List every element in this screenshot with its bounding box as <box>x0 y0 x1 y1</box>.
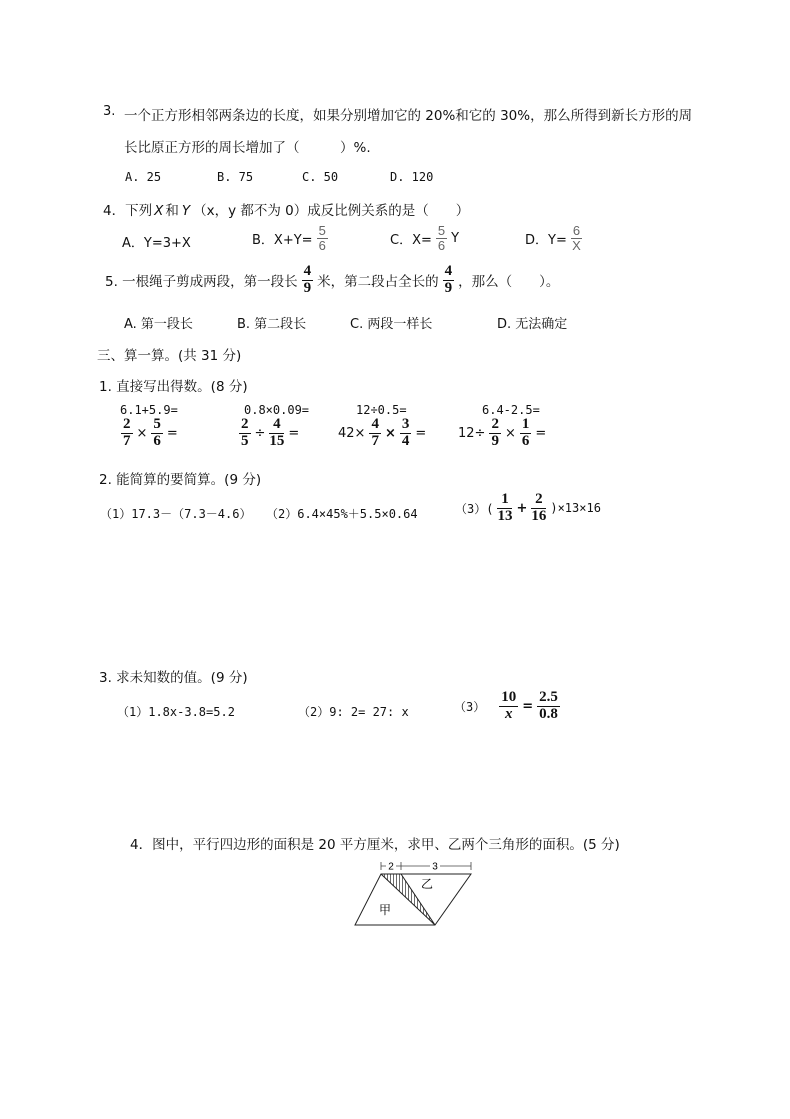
equals: = <box>535 425 547 441</box>
fraction: $\frac{1}{6}$ <box>521 416 530 449</box>
fraction: $\frac{2}{16}$ <box>531 491 547 524</box>
q5-option-a: A. 第一段长 <box>124 317 193 332</box>
label-yi: 乙 <box>421 877 434 891</box>
label-jia: 甲 <box>379 903 392 917</box>
parallelogram-figure <box>350 858 475 930</box>
q3-text-line2: 长比原正方形的周长增加了（ ）%. <box>124 140 371 156</box>
q3-option-d: D. 120 <box>390 170 434 184</box>
s3-problem-2: （2）9: 2= 27: x <box>298 705 409 719</box>
q5-option-c: C. 两段一样长 <box>350 317 433 332</box>
fraction: $\frac{2}{9}$ <box>491 416 499 449</box>
plus: + <box>516 500 528 516</box>
fraction: $\frac{10}{x}$ <box>501 689 517 722</box>
q4-option-c-text: C．X= <box>390 232 432 248</box>
fraction: $\frac{4}{7}$ <box>371 416 379 449</box>
q5-text-part3: ，那么（ ）。 <box>458 274 560 291</box>
q5-stem <box>103 264 561 297</box>
s3-problem-1: （1）1.8x-3.8=5.2 <box>117 705 235 719</box>
s3-problem-3 <box>452 690 562 723</box>
fraction: $\frac{2.5}{0.8}$ <box>539 689 558 722</box>
q4-stem <box>103 199 469 219</box>
fraction: $\frac{2}{5}$ <box>241 416 249 449</box>
q4-option-d-text: D．Y= <box>525 232 567 248</box>
q5-option-d: D. 无法确定 <box>497 317 568 332</box>
s1-row1-item4: 6.4-2.5= <box>482 403 540 417</box>
s2-problem-1: （1）17.3－（7.3－4.6） <box>100 507 252 521</box>
q4-and: 和 <box>165 203 179 219</box>
s1-fraction-expr-4 <box>456 417 548 450</box>
q3-option-c: C. 50 <box>302 170 339 184</box>
q3-option-a: A. 25 <box>125 170 162 184</box>
s1-row1-item2: 0.8×0.09= <box>244 403 310 417</box>
q5-fraction-1: $\frac{4}{9}$ <box>303 263 312 296</box>
q5-text-part2: 米，第二段占全长的 <box>317 274 439 291</box>
prefix: 42× <box>338 425 366 441</box>
fraction: $\frac{1}{13}$ <box>497 491 513 524</box>
suffix: )×13×16 <box>550 501 601 516</box>
q4-option-c-fraction: $\frac{5}{6}$ <box>437 223 446 253</box>
q5-fraction-2: $\frac{4}{9}$ <box>444 263 453 296</box>
fraction: $\frac{3}{4}$ <box>401 416 410 449</box>
s2-problem-2: （2）6.4×45%＋5.5×0.64 <box>266 507 418 521</box>
s1-fraction-expr-1 <box>119 417 180 450</box>
q4-option-b-fraction: $\frac{5}{6}$ <box>318 223 326 253</box>
s1-fraction-expr-2 <box>237 417 301 450</box>
q5-option-b: B. 第二段长 <box>237 317 307 332</box>
operator: × <box>384 425 396 441</box>
equals: = <box>166 425 178 441</box>
q4-option-c-var: Y <box>451 230 460 246</box>
equals: = <box>522 698 534 714</box>
q4-option-b-text: B．X+Y= <box>252 232 313 248</box>
q4-option-a: A．Y=3+X <box>122 236 191 251</box>
fraction: $\frac{2}{7}$ <box>123 416 131 449</box>
q5-text-part1: 5. 一根绳子剪成两段，第一段长 <box>105 274 298 291</box>
fraction: $\frac{4}{15}$ <box>269 416 285 449</box>
s1-fraction-expr-3 <box>336 417 428 450</box>
s1-row1-item1: 6.1+5.9= <box>120 403 178 417</box>
q3-text-line1: 一个正方形相邻两条边的长度，如果分别增加它的 20%和它的 30%，那么所得到新长方形的周 <box>124 108 693 124</box>
section3-title: 三、算一算。(共 31 分) <box>97 348 242 364</box>
q4-option-d-fraction: $\frac{6}{X}$ <box>572 223 581 253</box>
q4-option-c <box>388 224 461 252</box>
equals: = <box>415 425 427 441</box>
dimension-label-2: 2 <box>388 861 394 873</box>
q4-paren: （x，y 都不为 0）成反比例关系的是（ ） <box>193 203 470 219</box>
s1-title: 1. 直接写出得数。(8 分) <box>99 379 248 395</box>
s2-title: 2. 能简算的要简算。(9 分) <box>99 472 262 488</box>
q4-prefix: 4．下列 <box>103 203 153 219</box>
s4-title: 4．图中，平行四边形的面积是 20 平方厘米，求甲、乙两个三角形的面积。(5 分) <box>130 837 620 853</box>
fraction: $\frac{5}{6}$ <box>153 416 161 449</box>
prefix: 12÷ <box>458 425 486 441</box>
prefix: （3）( <box>455 501 494 516</box>
s3-title: 3. 求未知数的值。(9 分) <box>99 670 248 686</box>
dimension-label-3: 3 <box>432 861 438 873</box>
q4-option-b <box>250 224 330 252</box>
q4-var-x: X <box>154 203 164 219</box>
s2-problem-3 <box>453 492 603 525</box>
operator: × <box>504 425 516 441</box>
prefix: （3） <box>454 699 486 714</box>
q3-number: 3. <box>103 104 116 119</box>
operator: × <box>136 425 148 441</box>
q3-option-b: B. 75 <box>217 170 254 184</box>
q4-option-d <box>523 224 584 252</box>
equals: = <box>288 425 300 441</box>
s1-row1-item3: 12÷0.5= <box>356 403 407 417</box>
q4-var-y: Y <box>181 203 191 219</box>
operator: ÷ <box>254 425 266 441</box>
